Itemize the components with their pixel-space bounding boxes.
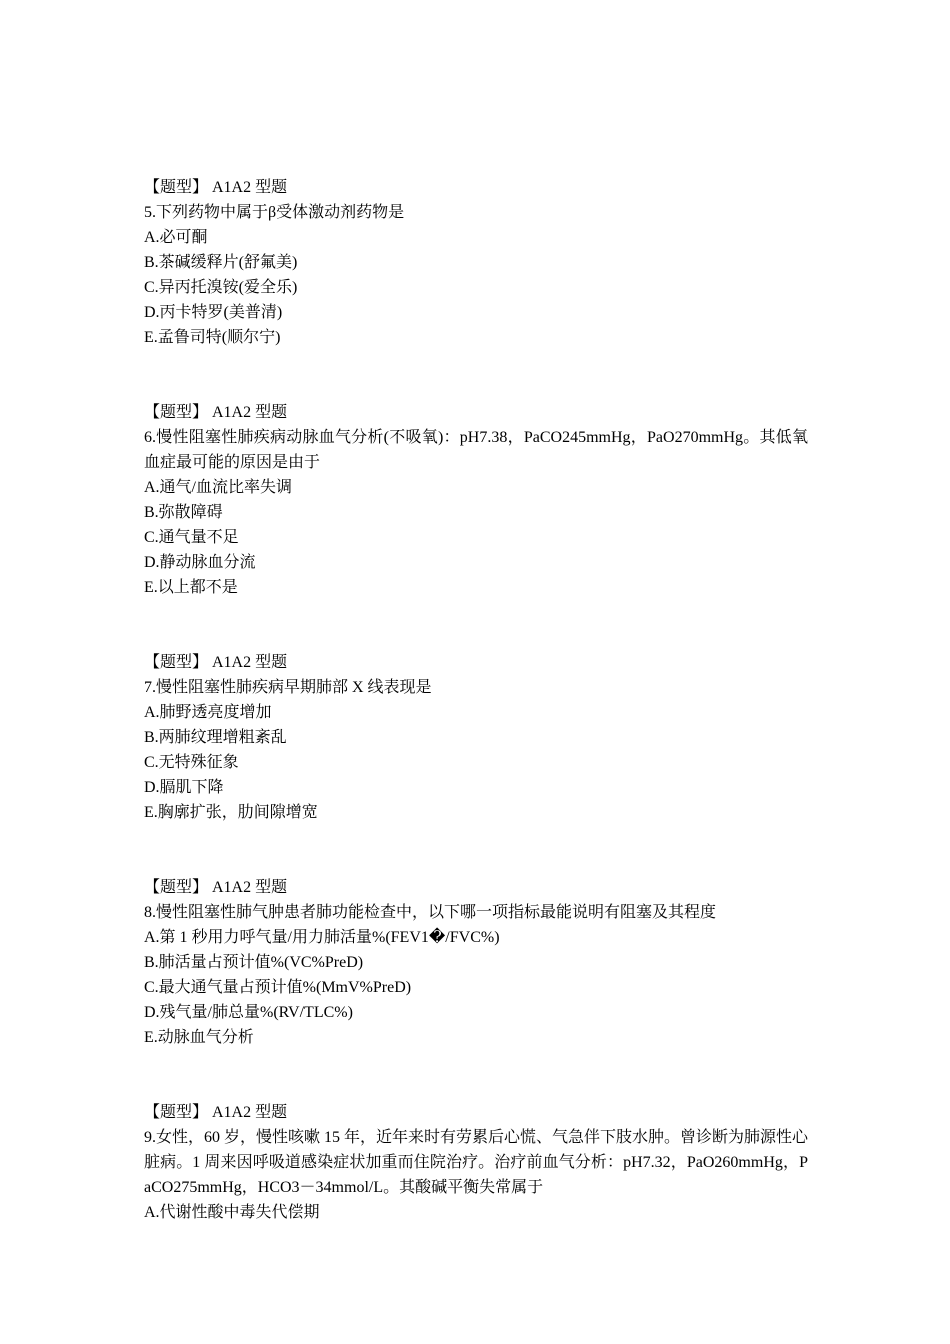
question-type: 【题型】 A1A2 型题 bbox=[144, 179, 288, 196]
question-type: 【题型】 A1A2 型题 bbox=[144, 1104, 288, 1121]
question-block-6 bbox=[144, 400, 808, 600]
option-c: C.无特殊征象 bbox=[144, 754, 239, 771]
option-d: D.膈肌下降 bbox=[144, 779, 224, 796]
option-e: E.以上都不是 bbox=[144, 579, 238, 596]
question-block-5 bbox=[144, 175, 808, 350]
question-stem: 6.慢性阻塞性肺疾病动脉血气分析(不吸氧)：pH7.38，PaCO245mmHg，PaO270mmHg。其低氧血症最可能的原因是由于 bbox=[144, 429, 808, 471]
option-b: B.茶碱缓释片(舒氟美) bbox=[144, 254, 298, 271]
question-block-8 bbox=[144, 875, 808, 1050]
option-e: E.孟鲁司特(顺尔宁) bbox=[144, 329, 281, 346]
question-block-9 bbox=[144, 1100, 808, 1225]
question-stem: 8.慢性阻塞性肺气肿患者肺功能检查中，以下哪一项指标最能说明有阻塞及其程度 bbox=[144, 904, 717, 921]
option-b: B.弥散障碍 bbox=[144, 504, 223, 521]
option-c: C.通气量不足 bbox=[144, 529, 239, 546]
question-type: 【题型】 A1A2 型题 bbox=[144, 654, 288, 671]
option-d: D.残气量/肺总量%(RV/TLC%) bbox=[144, 1004, 353, 1021]
question-type: 【题型】 A1A2 型题 bbox=[144, 879, 288, 896]
option-d: D.丙卡特罗(美普清) bbox=[144, 304, 283, 321]
question-block-7 bbox=[144, 650, 808, 825]
question-list bbox=[144, 175, 808, 1225]
option-b: B.肺活量占预计值%(VC%PreD) bbox=[144, 954, 364, 971]
option-c: C.异丙托溴铵(爱全乐) bbox=[144, 279, 298, 296]
option-d: D.静动脉血分流 bbox=[144, 554, 256, 571]
option-c: C.最大通气量占预计值%(MmV%PreD) bbox=[144, 979, 412, 996]
option-e: E.动脉血气分析 bbox=[144, 1029, 254, 1046]
option-b: B.两肺纹理增粗紊乱 bbox=[144, 729, 287, 746]
option-a: A.肺野透亮度增加 bbox=[144, 704, 272, 721]
option-a: A.代谢性酸中毒失代偿期 bbox=[144, 1204, 320, 1221]
question-stem: 9.女性，60 岁，慢性咳嗽 15 年，近年来时有劳累后心慌、气急伴下肢水肿。曾诊断为肺源性心脏病。1 周来因呼吸道感染症状加重而住院治疗。治疗前血气分析：pH7.32，PaO260mmHg，PaCO275mmHg，HCO3－34mmol/L。其酸碱平衡失常属于 bbox=[144, 1129, 809, 1196]
option-e: E.胸廓扩张，肋间隙增宽 bbox=[144, 804, 318, 821]
question-type: 【题型】 A1A2 型题 bbox=[144, 404, 288, 421]
question-stem: 7.慢性阻塞性肺疾病早期肺部 X 线表现是 bbox=[144, 679, 432, 696]
option-a: A.第 1 秒用力呼气量/用力肺活量%(FEV1�/FVC%) bbox=[144, 929, 500, 946]
question-stem: 5.下列药物中属于β受体激动剂药物是 bbox=[144, 204, 405, 221]
option-a: A.通气/血流比率失调 bbox=[144, 479, 293, 496]
option-a: A.必可酮 bbox=[144, 229, 208, 246]
